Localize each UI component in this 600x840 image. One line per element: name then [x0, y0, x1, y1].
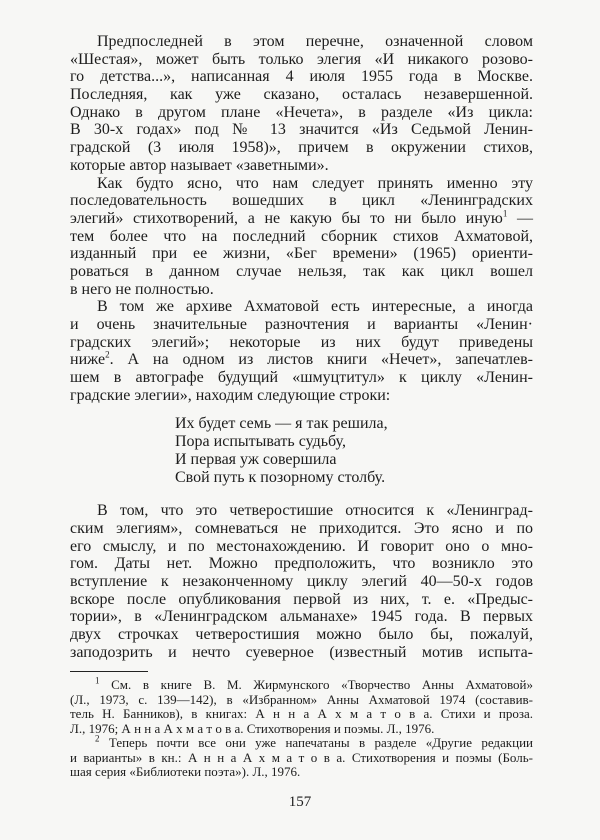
text-line: роваться в данном случае нельзя, так как цикл вошел [70, 262, 533, 280]
text-line: градские элегии», находим следующие строки: [70, 386, 391, 404]
text-line: Как будто ясно, что нам следует принять именно эту [97, 174, 533, 192]
footnotes [70, 675, 533, 780]
text-span: . А на одном из листов книги «Нечет», запечатлев- [109, 351, 533, 369]
text-span: элегий» стихотворений, а не какую бы то ни было иную [70, 209, 503, 227]
text-line [70, 733, 533, 751]
footnote-mark: 2 [95, 733, 100, 744]
text-line: шая серия «Библиотеки поэта»). Л., 1976. [70, 764, 301, 779]
poem-line: И первая уж совершила [175, 450, 337, 468]
text-line: изданный при ее жизни, «Бег времени» (1965) ориенти- [70, 245, 533, 263]
text-span: — [507, 209, 534, 227]
text-line: го детства...», написанная 4 июля 1955 года в Москве. [70, 68, 533, 86]
text-line: тории», в «Ленинградском альманахе» 1945 года. В первых [70, 608, 533, 626]
text-line: шем в автографе будущий «шмуцтитул» к циклу «Ленин- [70, 369, 533, 387]
text-line: заподозрить и нечто суеверное (известный мотив испыта- [70, 643, 533, 661]
text-line: двух строчках четверостишия можно было бы, пожалуй, [70, 626, 533, 643]
text-line: «Шестая», может быть только элегия «И никакого розово- [70, 50, 533, 68]
paragraph-1 [70, 33, 533, 175]
paragraph-4 [70, 502, 533, 661]
text-line: градской (3 июля 1958)», причем в окружении стихов, [70, 139, 533, 157]
text-span: См. в книге В. М. Жирмунского «Творчество Анны Ахматовой» [111, 677, 533, 692]
text-line: гом. Даты нет. Можно предположить, что возникло это [70, 555, 533, 573]
paragraph-3 [70, 298, 533, 404]
text-line: и варианты» в кн.: А н н а А х м а т о в а. Стихотворения и поэмы (Боль- [70, 749, 533, 765]
poem-line: Пора испытывать судьбу, [175, 433, 346, 451]
text-line [70, 210, 533, 228]
text-line: которые автор называет «заветными». [70, 156, 329, 174]
poem-line: Свой путь к позорному столбу. [175, 468, 386, 486]
text-line: вступление к незаконченному циклу элегий 40—50-х годов [70, 572, 533, 590]
text-line: тель Н. Банников), в книгах: А н н а А х м а т о в а. Стихи и проза. [70, 706, 533, 721]
text-line: градских элегий»; некоторые из них будут приведены [70, 333, 533, 351]
text-line: В том, что это четверостишие относится к «Ленинград- [97, 502, 533, 520]
footnote-1 [70, 675, 533, 736]
poem-line: Их будет семь — я так решила, [175, 415, 388, 433]
text-line [70, 675, 533, 693]
text-line: В том же архиве Ахматовой есть интересные, а иногда [97, 298, 533, 316]
footnote-divider [70, 671, 148, 672]
page-number: 157 [288, 794, 312, 810]
text-span: Теперь почти все они уже напечатаны в разделе «Другие редакции [108, 735, 533, 750]
text-line: вскоре после опубликования первой из них, т. е. «Предыс- [70, 590, 533, 608]
poem-quote [175, 415, 533, 486]
text-line: и очень значительные разночтения и варианты «Ленин· [70, 316, 533, 333]
text-line: Предпоследней в этом перечне, означенной словом [97, 33, 533, 50]
text-span: ниже [70, 351, 106, 369]
footnote-ref[interactable]: 2 [105, 350, 110, 361]
footnote-ref[interactable]: 1 [502, 208, 508, 219]
footnote-mark: 1 [95, 675, 100, 686]
text-line: ским элегиям», сомневаться не приходится. Это ясно и по [70, 519, 533, 537]
text-line: (Л., 1973, с. 139—142), в «Избранном» Анны Ахматовой 1974 (составив- [70, 691, 533, 707]
text-line: В 30-х годах» под № 13 значится «Из Седьмой Ленин- [70, 121, 533, 139]
text-line: последовательность вошедших в цикл «Ленинградских [70, 192, 533, 210]
paragraph-2 [70, 175, 533, 299]
text-line: Последняя, как уже сказано, осталась незавершенной. [70, 86, 533, 104]
text-line: его смыслу, и по местонахождению. И говорит оно о мно- [70, 537, 533, 555]
text-line [70, 351, 533, 369]
text-line: в него не полностью. [70, 280, 214, 298]
text-line: Однако в другом плане «Нечета», в разделе «Из цикла: [70, 103, 533, 121]
text-line: тем более что на последний сборник стихов Ахматовой, [70, 227, 533, 245]
main-text [70, 33, 533, 661]
footnote-2 [70, 733, 533, 780]
text-line: Л., 1976; А н н а А х м а т о в а. Стихотворения и поэмы. Л., 1976. [70, 720, 435, 736]
